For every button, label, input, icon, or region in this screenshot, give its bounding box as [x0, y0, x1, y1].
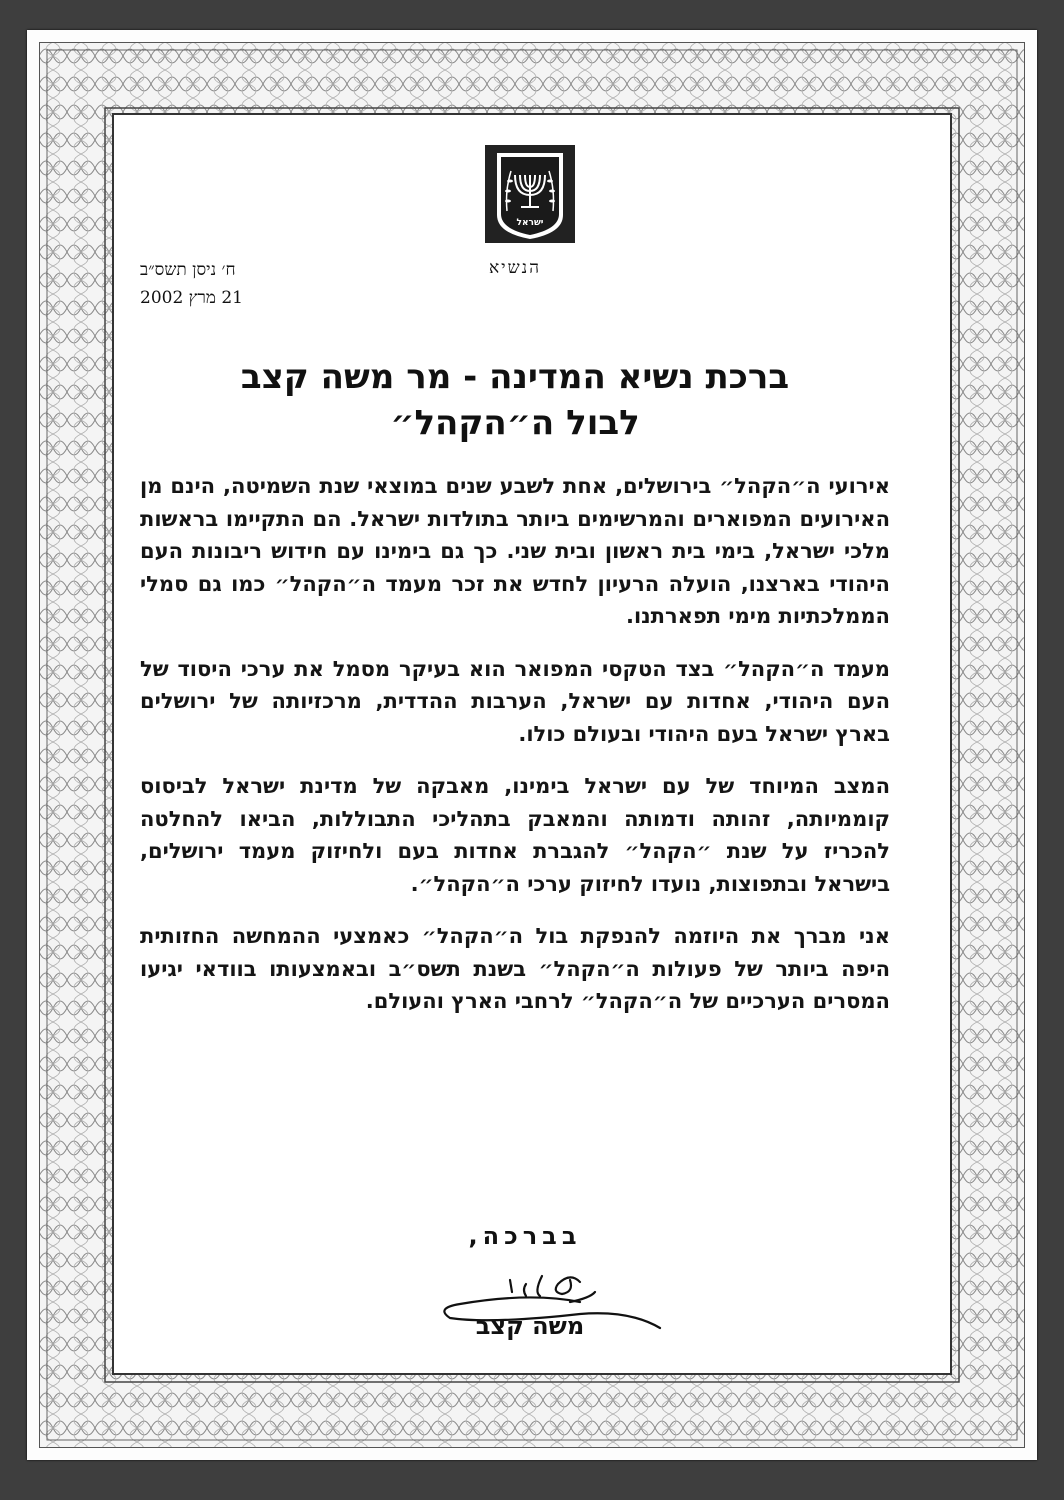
emblem-caption: ישראל [516, 218, 544, 228]
title-line-1: ברכת נשיא המדינה - מר משה קצב [240, 357, 790, 397]
closing-blessing: בברכה, [468, 1222, 582, 1250]
president-label: הנשיא [488, 258, 541, 278]
paragraph-2: מעמד ה״הקהל״ בצד הטקסי המפואר הוא בעיקר מסמל את ערכי היסוד של העם היהודי, אחדות עם ישראל, הערבות ההדדית, מרכזיותה של ירושלים בארץ ישראל בעם היהודי ובעולם כולו. [140, 656, 890, 746]
paragraph-1: אירועי ה״הקהל״ בירושלים, אחת לשבע שנים במוצאי שנת השמיטה, הינם מן האירועים המפוארים והמרשימים ביותר בתולדות ישראל. הם התקיימו בראשות מלכי ישראל, בימי בית ראשון ובית שני. כך גם בימינו עם חידוש ריבונות העם היהודי בארצנו, הועלה הרעיון לחדש את זכר מעמד ה״הקהל״ כמו גם סמלי הממלכתיות מימי תפארתנו. [140, 474, 890, 628]
letter-title [150, 354, 880, 446]
letter-body [140, 470, 890, 1038]
date-block [140, 256, 310, 312]
hebrew-date: ח׳ ניסן תשס״ב [140, 260, 236, 280]
paragraph-3: המצב המיוחד של עם ישראל בימינו, מאבקה של מדינת ישראל לביסוס קוממיותה, זהותה ודמותה והמאבק בתהליכי התבוללות, הביאו להחלטה להכריז על שנת ״הקהל״ להגברת אחדות בעם ולחיזוק מעמד ירושלים, בישראל ובתפוצות, נועדו לחיזוק ערכי ה״הקהל״. [140, 774, 890, 896]
signer-name: משה קצב [475, 1312, 585, 1340]
paragraph-4: אני מברך את היוזמה להנפקת בול ה״הקהל״ כאמצעי ההמחשה החזותית היפה ביותר של פעולות ה״הקהל״ בשנת תשס״ב ובאמצעותו בוודאי יגיעו המסרים הערכיים של ה״הקהל״ לרחבי הארץ והעולם. [140, 924, 890, 1013]
state-emblem-icon [485, 145, 575, 243]
gregorian-date: 21 מרץ 2002 [140, 288, 243, 308]
title-line-2: לבול ה״הקהל״ [390, 403, 640, 443]
